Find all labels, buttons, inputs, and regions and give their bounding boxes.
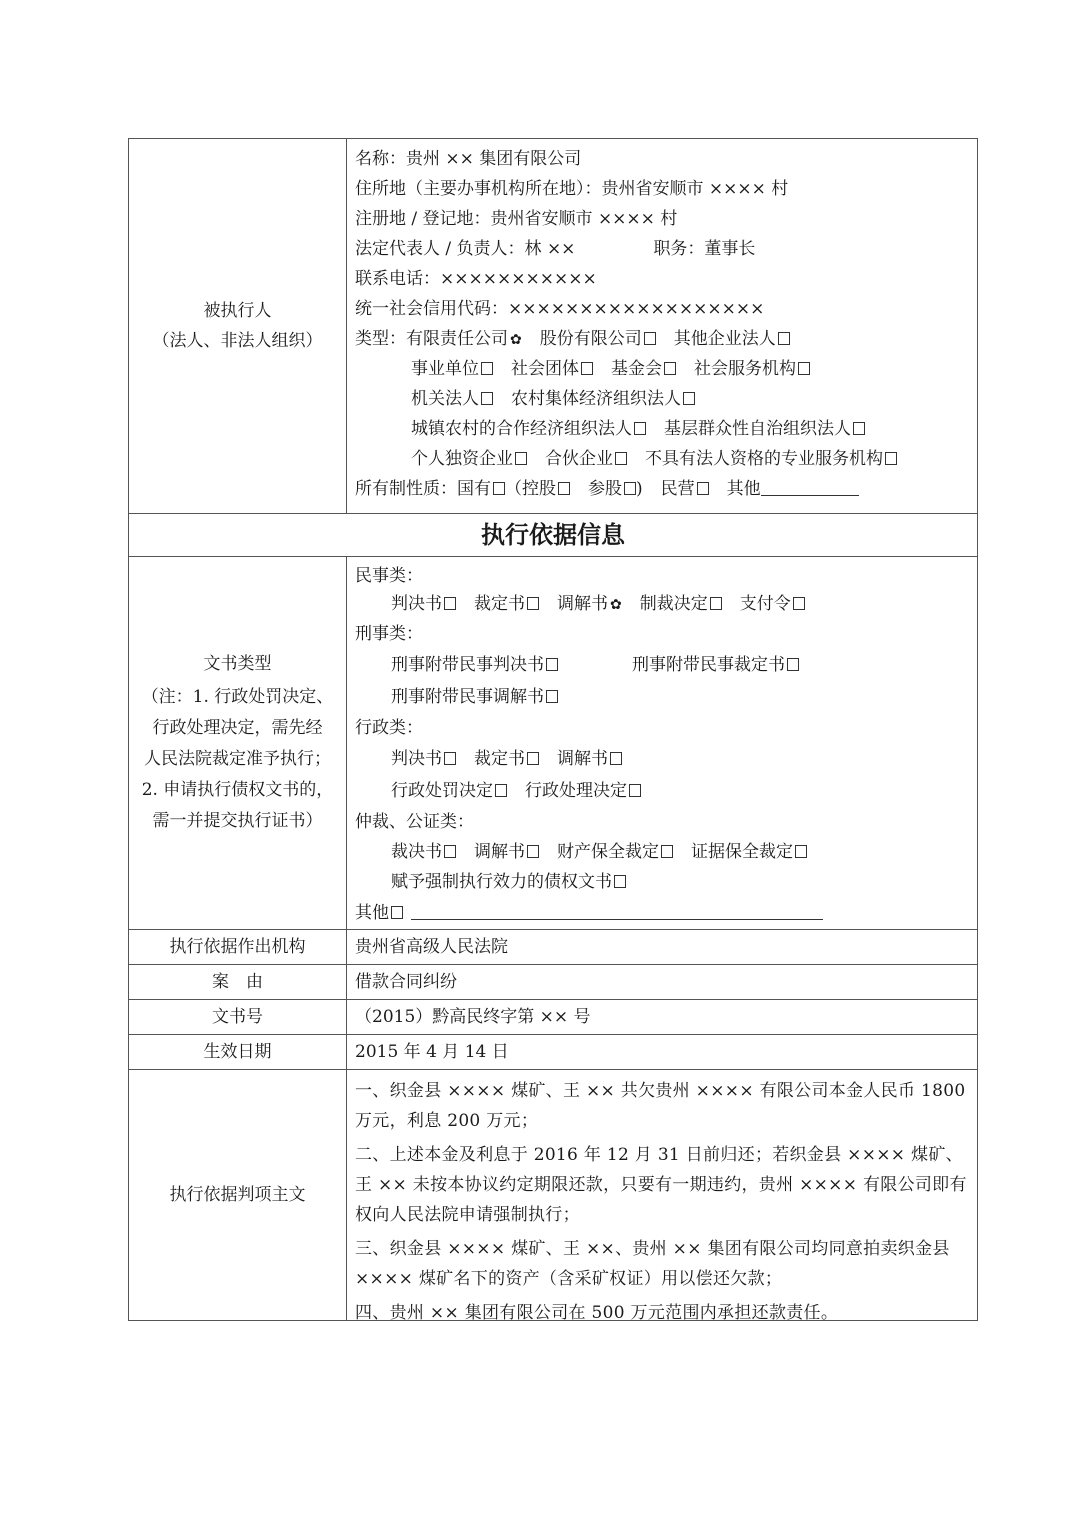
- arb-option: 赋予强制执行效力的债权文书: [391, 872, 612, 892]
- checkbox[interactable]: [615, 452, 627, 465]
- debtor-label-cell: [129, 139, 347, 513]
- ownership-option: 参股: [588, 479, 622, 499]
- checkbox[interactable]: [697, 482, 709, 495]
- criminal-option: 刑事附带民事判决书: [391, 655, 544, 675]
- checkbox[interactable]: [853, 422, 865, 435]
- arb-option: 调解书: [474, 842, 525, 862]
- admin-option: 判决书: [391, 749, 442, 769]
- doc-type-note: 需一并提交执行证书）: [152, 811, 323, 831]
- checkbox[interactable]: [787, 658, 799, 671]
- admin-option: 调解书: [557, 749, 608, 769]
- checkbox[interactable]: [629, 784, 641, 797]
- checkbox[interactable]: [527, 597, 539, 610]
- doc-no-row: [128, 1000, 978, 1035]
- type-option: 基金会: [611, 359, 662, 379]
- type-option: 其他企业法人: [673, 329, 776, 349]
- checkbox[interactable]: [493, 482, 505, 495]
- type-option: 城镇农村的合作经济组织法人: [411, 419, 632, 439]
- debtor-registered: 注册地 / 登记地：贵州省安顺市 ×××× 村: [355, 209, 678, 229]
- type-option: 机关法人: [411, 389, 479, 409]
- checkbox[interactable]: [444, 597, 456, 610]
- checkbox[interactable]: [664, 362, 676, 375]
- issuer-row: [128, 930, 978, 965]
- admin-options-1: [355, 743, 969, 775]
- checkbox[interactable]: [683, 392, 695, 405]
- checkbox[interactable]: [793, 597, 805, 610]
- checkbox[interactable]: [581, 362, 593, 375]
- checkbox[interactable]: [444, 752, 456, 765]
- debtor-phone: 联系电话：×××××××××××: [355, 269, 597, 289]
- type-option: 社会团体: [511, 359, 579, 379]
- civil-option: 支付令: [739, 594, 791, 614]
- checkbox[interactable]: [710, 597, 722, 610]
- checkbox[interactable]: [391, 906, 403, 919]
- checkbox[interactable]: [515, 452, 527, 465]
- type-option: 合伙企业: [545, 449, 613, 469]
- checkbox[interactable]: [481, 362, 493, 375]
- debtor-content: [347, 139, 977, 513]
- doc-type-note: 行政处理决定，需先经: [152, 718, 323, 738]
- checkbox[interactable]: [546, 690, 558, 703]
- main-text-content: [347, 1070, 977, 1323]
- main-text-item: 三、织金县 ×××× 煤矿、王 ××、贵州 ×× 集团有限公司均同意拍卖织金县 ×××× 煤矿名下的资产（含采矿权证）用以偿还欠款；: [355, 1239, 950, 1289]
- arb-header: 仲裁、公证类：: [355, 812, 474, 832]
- type-prefix: 类型：: [355, 329, 406, 349]
- doc-type-label-cell: [129, 557, 347, 929]
- ownership-prefix: 所有制性质：: [355, 479, 457, 499]
- debtor-type-line-2: [355, 354, 969, 384]
- main-text-item: 一、织金县 ×××× 煤矿、王 ×× 共欠贵州 ×××× 有限公司本金人民币 1800 万元，利息 200 万元；: [355, 1081, 966, 1131]
- effective-row: [128, 1035, 978, 1070]
- admin-option: 裁定书: [474, 749, 525, 769]
- checkbox[interactable]: [527, 845, 539, 858]
- checkbox[interactable]: [495, 784, 507, 797]
- section-title: 执行依据信息: [481, 521, 625, 549]
- doc-type-note: （注：1. 行政处罚决定、: [141, 687, 334, 707]
- checkbox[interactable]: [661, 845, 673, 858]
- arb-option: 裁决书: [391, 842, 442, 862]
- doc-type-row: [128, 557, 978, 930]
- checkbox[interactable]: [444, 845, 456, 858]
- debtor-label: 被执行人: [203, 301, 272, 321]
- doc-type-label: 文书类型: [203, 654, 272, 674]
- debtor-name: 名称：贵州 ×× 集团有限公司: [355, 149, 582, 169]
- checkbox[interactable]: [614, 875, 626, 888]
- debtor-legal-rep: 法定代表人 / 负责人：林 ××: [355, 239, 576, 259]
- checkbox[interactable]: [885, 452, 897, 465]
- checkbox[interactable]: [795, 845, 807, 858]
- civil-option: 制裁决定: [639, 594, 708, 614]
- doc-type-content: [347, 557, 977, 929]
- criminal-option: 刑事附带民事裁定书: [632, 655, 785, 675]
- doc-type-other: 其他: [355, 903, 389, 923]
- debtor-credit-code: 统一社会信用代码：××××××××××××××××××: [355, 299, 765, 319]
- admin-option: 行政处理决定: [525, 781, 627, 801]
- admin-options-2: [355, 775, 969, 807]
- cause-label: 案 由: [129, 965, 347, 999]
- debtor-address: 住所地（主要办事机构所在地）：贵州省安顺市 ×××× 村: [355, 179, 789, 199]
- admin-option: 行政处罚决定: [391, 781, 493, 801]
- cause-row: [128, 965, 978, 1000]
- criminal-options-2: [355, 681, 969, 713]
- ownership-option: 国有: [457, 479, 491, 499]
- type-option: 不具有法人资格的专业服务机构: [645, 449, 883, 469]
- cause-value: 借款合同纠纷: [355, 972, 457, 992]
- type-option: 基层群众性自治组织法人: [664, 419, 851, 439]
- doc-type-other-line: [355, 897, 969, 929]
- main-text-item: 二、上述本金及利息于 2016 年 12 月 31 日前归还；若织金县 ×××× 煤矿、王 ×× 未按本协议约定期限还款，只要有一期违约，贵州 ×××× 有限公司即有权向人民法院申请强制执行；: [355, 1145, 967, 1225]
- debtor-type-line-4: [355, 414, 969, 444]
- doc-no-value: （2015）黔高民终字第 ×× 号: [355, 1007, 591, 1027]
- debtor-ownership-line: 所有制性质：国有 （控股 参股 ) 民营 其他: [355, 474, 969, 504]
- main-text-label: 执行依据判项主文: [129, 1070, 347, 1320]
- type-option: 有限责任公司: [406, 329, 508, 349]
- checkbox[interactable]: [481, 392, 493, 405]
- civil-option: 调解书: [557, 594, 608, 614]
- checkbox[interactable]: [624, 482, 636, 495]
- effective-value: 2015 年 4 月 14 日: [355, 1042, 509, 1062]
- criminal-header: 刑事类：: [355, 624, 423, 644]
- debtor-type-line-3: [355, 384, 969, 414]
- type-option: 个人独资企业: [411, 449, 513, 469]
- checkbox[interactable]: [798, 362, 810, 375]
- civil-option: 判决书: [391, 594, 442, 614]
- arb-options-1: [355, 837, 969, 867]
- effective-label: 生效日期: [129, 1035, 347, 1069]
- criminal-option: 刑事附带民事调解书: [391, 687, 544, 707]
- debtor-type-line-5: [355, 444, 969, 474]
- civil-option: 裁定书: [474, 594, 525, 614]
- arb-option: 证据保全裁定: [691, 842, 793, 862]
- checkbox[interactable]: [546, 658, 558, 671]
- issuer-value: 贵州省高级人民法院: [355, 937, 508, 957]
- type-option: 社会服务机构: [694, 359, 796, 379]
- debtor-type-line-1: [355, 324, 969, 354]
- doc-type-note: 2. 申请执行债权文书的，: [141, 780, 334, 800]
- checkbox[interactable]: [558, 482, 570, 495]
- criminal-options-1: [355, 649, 969, 681]
- debtor-position: 职务：董事长: [653, 239, 756, 259]
- checked-flower-icon[interactable]: ✿: [610, 597, 622, 613]
- doc-no-label: 文书号: [129, 1000, 347, 1034]
- ownership-option: 民营: [660, 479, 695, 499]
- checked-flower-icon[interactable]: ✿: [510, 332, 522, 348]
- execution-form: [128, 138, 978, 1321]
- checkbox[interactable]: [644, 332, 656, 345]
- arb-option: 财产保全裁定: [557, 842, 659, 862]
- type-option: 农村集体经济组织法人: [511, 389, 681, 409]
- doc-type-note: 人民法院裁定准予执行；: [144, 749, 331, 769]
- civil-options: [355, 589, 969, 619]
- debtor-row: [128, 138, 978, 514]
- admin-header: 行政类：: [355, 718, 423, 738]
- checkbox[interactable]: [527, 752, 539, 765]
- checkbox[interactable]: [778, 332, 790, 345]
- ownership-other-field[interactable]: [761, 475, 859, 496]
- issuer-label: 执行依据作出机构: [129, 930, 347, 964]
- ownership-option: 其他: [726, 479, 761, 499]
- type-option: 事业单位: [411, 359, 479, 379]
- doc-type-other-field[interactable]: [411, 899, 823, 920]
- section-title-row: [128, 514, 978, 557]
- debtor-legal-rep-line: [355, 234, 969, 264]
- civil-header: 民事类：: [355, 566, 423, 586]
- type-option: 股份有限公司: [539, 329, 642, 349]
- main-text-item: 四、贵州 ×× 集团有限公司在 500 万元范围内承担还款责任。: [355, 1303, 839, 1323]
- checkbox[interactable]: [610, 752, 622, 765]
- ownership-option: （控股: [505, 479, 556, 499]
- arb-options-2: [355, 867, 969, 897]
- checkbox[interactable]: [634, 422, 646, 435]
- debtor-label-sub: （法人、非法人组织）: [152, 331, 323, 351]
- main-text-row: [128, 1070, 978, 1321]
